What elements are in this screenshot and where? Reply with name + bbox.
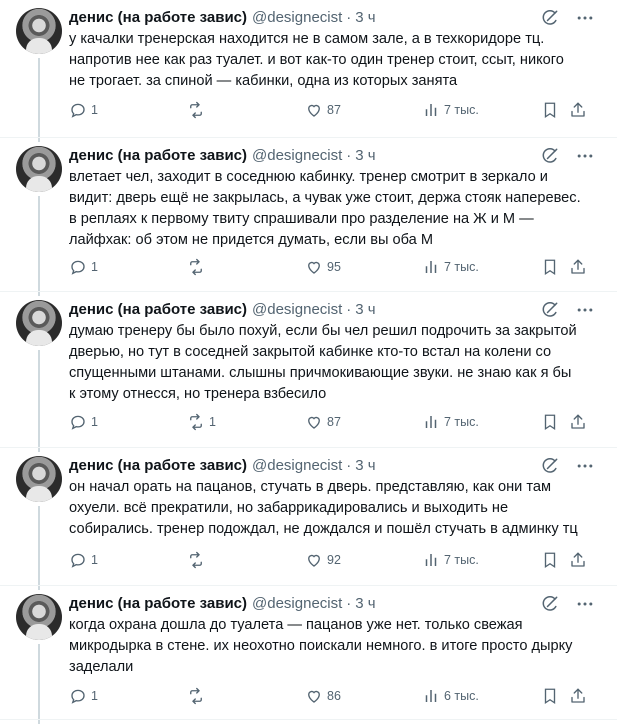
views-chart-icon: [422, 687, 444, 705]
share-button[interactable]: [569, 685, 591, 707]
avatar[interactable]: [16, 594, 62, 640]
author-handle[interactable]: @designecist: [252, 8, 343, 26]
avatar[interactable]: [16, 146, 62, 192]
separator-dot: ·: [346, 8, 352, 26]
views-count: 7 тыс.: [444, 415, 479, 429]
heart-icon: [305, 551, 327, 569]
author-name[interactable]: денис (на работе завис): [69, 594, 248, 612]
tweet-actions: [69, 411, 594, 433]
share-icon: [569, 551, 591, 569]
views-button[interactable]: [422, 549, 479, 571]
tweet-header: [69, 298, 617, 320]
like-button[interactable]: [305, 549, 341, 571]
views-button[interactable]: [422, 685, 479, 707]
reply-icon: [69, 413, 91, 431]
bookmark-button[interactable]: [541, 685, 563, 707]
share-icon: [569, 101, 591, 119]
tweet: [0, 586, 617, 720]
like-count: 87: [327, 415, 341, 429]
avatar[interactable]: [16, 8, 62, 54]
reply-icon: [69, 258, 91, 276]
reply-count: 1: [91, 260, 98, 274]
tweet-actions: [69, 99, 594, 121]
tweet-text: когда охрана дошла до туалета — пацанов уже нет. только свежая микродырка в стене. их неохотно поискали немного. в итоге просто дырку заделали: [69, 617, 573, 675]
share-icon: [569, 687, 591, 705]
tweet: [0, 292, 617, 448]
bookmark-icon: [541, 101, 563, 119]
tweet-actions: [69, 549, 594, 571]
retweet-button[interactable]: [187, 411, 216, 433]
share-button[interactable]: [569, 549, 591, 571]
tweet: [0, 0, 617, 138]
reply-count: 1: [91, 103, 98, 117]
like-button[interactable]: [305, 256, 341, 278]
tweet-time[interactable]: 3 ч: [355, 594, 376, 612]
retweet-button[interactable]: [187, 685, 209, 707]
tweet-text: влетает чел, заходит в соседнюю кабинку. тренер смотрит в зеркало и видит: дверь ещё не закрылась, а чувак уже стоит, держа стояк наперевес. в реплаях к первому твиту спрашивали про разделение на Ж и М — лайфхак: об этом не придется думать, если вы оба М: [69, 169, 581, 248]
reply-count: 1: [91, 689, 98, 703]
views-chart-icon: [422, 258, 444, 276]
tweet-header: [69, 454, 617, 476]
tweet: [0, 138, 617, 292]
retweet-button[interactable]: [187, 549, 209, 571]
share-button[interactable]: [569, 411, 591, 433]
separator-dot: ·: [346, 594, 352, 612]
tweet-time[interactable]: 3 ч: [355, 300, 376, 318]
grok-icon[interactable]: [540, 300, 560, 320]
tweet-header: [69, 592, 617, 614]
views-count: 7 тыс.: [444, 553, 479, 567]
reply-button[interactable]: [69, 549, 98, 571]
more-icon[interactable]: [575, 8, 595, 28]
like-count: 86: [327, 689, 341, 703]
separator-dot: ·: [346, 300, 352, 318]
bookmark-button[interactable]: [541, 411, 563, 433]
tweet-header: [69, 144, 617, 166]
reply-button[interactable]: [69, 685, 98, 707]
tweet-header: [69, 6, 617, 28]
avatar[interactable]: [16, 456, 62, 502]
retweet-icon: [187, 551, 209, 569]
tweet-actions: [69, 256, 594, 278]
author-name[interactable]: денис (на работе завис): [69, 8, 248, 26]
retweet-button[interactable]: [187, 256, 209, 278]
reply-button[interactable]: [69, 256, 98, 278]
like-button[interactable]: [305, 411, 341, 433]
bookmark-icon: [541, 551, 563, 569]
bookmark-icon: [541, 258, 563, 276]
separator-dot: ·: [346, 146, 352, 164]
bookmark-icon: [541, 413, 563, 431]
tweet-time[interactable]: 3 ч: [355, 8, 376, 26]
reply-count: 1: [91, 553, 98, 567]
retweet-icon: [187, 413, 209, 431]
views-chart-icon: [422, 551, 444, 569]
retweet-icon: [187, 258, 209, 276]
reply-icon: [69, 687, 91, 705]
views-chart-icon: [422, 413, 444, 431]
like-count: 95: [327, 260, 341, 274]
share-button[interactable]: [569, 256, 591, 278]
tweet: [0, 448, 617, 586]
share-button[interactable]: [569, 99, 591, 121]
share-icon: [569, 413, 591, 431]
author-handle[interactable]: @designecist: [252, 300, 343, 318]
heart-icon: [305, 687, 327, 705]
bookmark-button[interactable]: [541, 256, 563, 278]
views-button[interactable]: [422, 99, 479, 121]
tweet-text: думаю тренеру бы было похуй, если бы чел решил подрочить за закрытой дверью, но тут в соседней закрытой кабинке кто-то встал на колени со спущенными штанами. слышны причмокивающие звуки. не знаю как я бы к этому отнесся, но тренера взбесило: [69, 323, 577, 402]
bookmark-button[interactable]: [541, 549, 563, 571]
reply-count: 1: [91, 415, 98, 429]
author-handle[interactable]: @designecist: [252, 594, 343, 612]
author-handle[interactable]: @designecist: [252, 456, 343, 474]
views-button[interactable]: [422, 256, 479, 278]
bookmark-icon: [541, 687, 563, 705]
more-icon[interactable]: [575, 594, 595, 614]
author-handle[interactable]: @designecist: [252, 146, 343, 164]
views-chart-icon: [422, 101, 444, 119]
grok-icon[interactable]: [540, 594, 560, 614]
retweet-icon: [187, 101, 209, 119]
heart-icon: [305, 258, 327, 276]
retweet-icon: [187, 687, 209, 705]
views-button[interactable]: [422, 411, 479, 433]
heart-icon: [305, 101, 327, 119]
author-name[interactable]: денис (на работе завис): [69, 146, 248, 164]
tweet-time[interactable]: 3 ч: [355, 146, 376, 164]
author-name[interactable]: денис (на работе завис): [69, 456, 248, 474]
reply-button[interactable]: [69, 99, 98, 121]
author-name[interactable]: денис (на работе завис): [69, 300, 248, 318]
views-count: 6 тыс.: [444, 689, 479, 703]
reply-icon: [69, 551, 91, 569]
separator-dot: ·: [346, 456, 352, 474]
like-button[interactable]: [305, 99, 341, 121]
more-icon[interactable]: [575, 456, 595, 476]
reply-button[interactable]: [69, 411, 98, 433]
tweet-text: у качалки тренерская находится не в самом зале, а в техкоридоре тц. напротив нее как раз туалет. и вот как-то один тренер стоит, ссыт, никого не трогает. за спиной — кабинки, одна из которых занята: [69, 31, 564, 89]
like-button[interactable]: [305, 685, 341, 707]
tweet-time[interactable]: 3 ч: [355, 456, 376, 474]
grok-icon[interactable]: [540, 8, 560, 28]
tweet-actions: [69, 685, 594, 707]
heart-icon: [305, 413, 327, 431]
views-count: 7 тыс.: [444, 260, 479, 274]
more-icon[interactable]: [575, 146, 595, 166]
more-icon[interactable]: [575, 300, 595, 320]
tweet-text: он начал орать на пацанов, стучать в дверь. представляю, как они там охуели. всё прекратили, но забаррикадировались и выходить не собирались. тренер подождал, не дождался и пошёл стучать в админку тц: [69, 479, 578, 537]
grok-icon[interactable]: [540, 456, 560, 476]
retweet-button[interactable]: [187, 99, 209, 121]
like-count: 87: [327, 103, 341, 117]
avatar[interactable]: [16, 300, 62, 346]
retweet-count: 1: [209, 415, 216, 429]
reply-icon: [69, 101, 91, 119]
share-icon: [569, 258, 591, 276]
bookmark-button[interactable]: [541, 99, 563, 121]
views-count: 7 тыс.: [444, 103, 479, 117]
like-count: 92: [327, 553, 341, 567]
grok-icon[interactable]: [540, 146, 560, 166]
